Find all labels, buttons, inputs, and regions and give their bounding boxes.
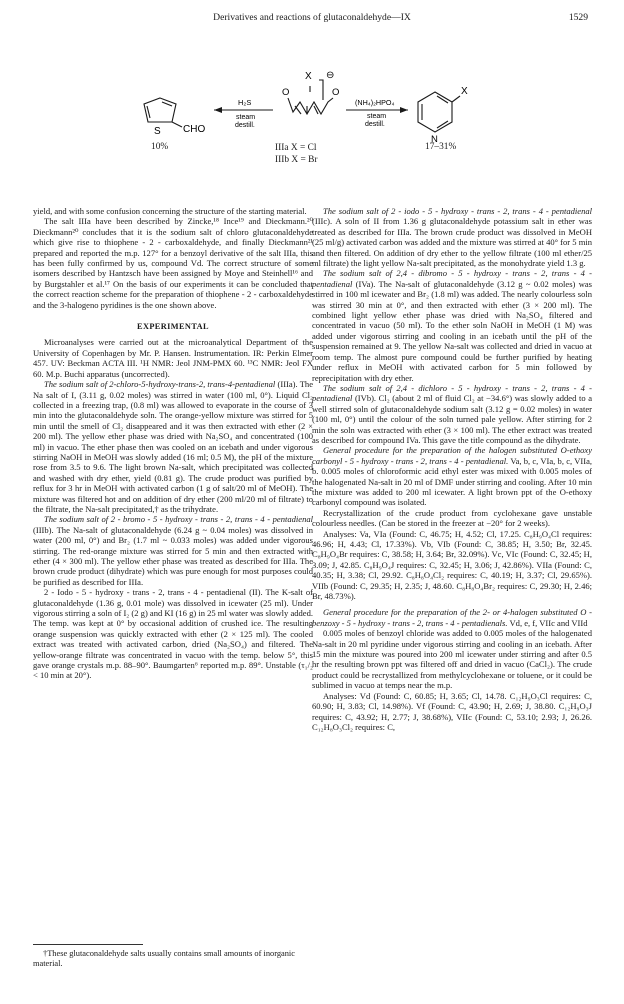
center-x-label: X — [305, 71, 312, 82]
footnote-rule — [33, 944, 143, 945]
right-paragraph-2 — [312, 268, 592, 382]
right-paragraph-8: 0.005 moles of benzoyl chloride was added to 0.005 moles of the halogenated Na-salt in 20 ml pyridine under vigorous stirring and cooling in an icebath. After 15 min the mixture was poured into 200 ml icewater under stirring and after 0.5 hr the resulting brown ppt was filtered off and dried in vacuo (CaCl₂). The crude product could be recrystallized from methylcyclohexane or toluene, or it could be sublimed in vacuo at temps near the m.p. — [312, 628, 592, 691]
step2-cond2: destill. — [365, 121, 385, 128]
right-paragraph-7-title: General procedure for the preparation of the 2- or 4-halogen substituted O - benzoxy - 5 - hydroxy - trans - 2, trans - 4 - pentadienals. — [312, 607, 592, 628]
right-paragraph-4 — [312, 445, 592, 507]
right-paragraph-5: Recrystallization of the crude product from cyclohexane gave unstable colourless needles. (Can be stored in the freezer at −20° for 2 weeks). — [312, 507, 592, 529]
left-paragraph-4-body: (IIIa). The Na salt of I, (3.11 g, 0.02 moles) was stirred in water (100 ml, 0°). Liquid Cl₂ collected in a freezing trap, (0.8 ml) was allowed to evaporate in the course of 3 min into the glutaconaldehyde soln. The orange-yellow mixture was stirred for 5 min until the smell of Cl₂ disappeared and it was then extracted with ether (2 × 200 ml). The yellow ether phase was dried with Na₂SO₄ and concentrated (100 ml) in vacuo. The ether phase then was cooled on an icebath and under vigorous stirring NaOH in MeOH was slowly added (16 ml; 0.5 M), the pH of the mixture rose from 3.5 to 9.6. The light brown Na-salt, which precipitated was collected and washed with dry ether, yield (0.81 g). The crude product was purified by reflux for 3 hr in MeOH with activated carbon (1 g of salt/20 ml of MeOH). The mixture was filtered hot and on addition of dry ether (200 ml/20 ml of filtrate) to the filtrate, the Na-salt precipitated,† as the trihydrate. — [33, 379, 313, 514]
right-paragraph-1-title: The sodium salt of 2 - iodo - 5 - hydroxy - trans - 2, trans - 4 - pentadienal — [323, 206, 592, 216]
right-paragraph-4-title: General procedure for the preparation of the halogen substituted O-ethoxy carbonyl - 5 - hydroxy - trans - 2, trans - 4 - pentadienal. — [312, 445, 592, 466]
step2-reagent: (NH₄)₂HPO₄ — [355, 98, 395, 107]
center-charge: ⊖ — [326, 70, 335, 81]
right-paragraph-3 — [312, 383, 592, 445]
left-paragraph-5 — [33, 514, 313, 587]
left-paragraph-6 — [33, 587, 313, 681]
footnote-text: †These glutaconaldehyde salts usually contains small amounts of inorganic material. — [33, 949, 295, 968]
pyridine-structure — [418, 92, 460, 132]
right-paragraph-4-body: Va, b, c, VIa, b, c, VIIa, b. 0.005 moles of chloroformic acid ethyl ester was mixed with 0.005 moles of the halogenated Na-salt in 20 ml of DMF under stirring and cooling. After 10 min the mixture was added to 200 ml icewater. A light brown ppt of the O-ethoxy carbonyl compound was isolated. — [312, 455, 592, 508]
step2-cond1: steam — [367, 113, 387, 120]
running-title: Derivatives and reactions of glutaconaldehyde—IX — [213, 12, 411, 23]
right-paragraph-7 — [312, 607, 592, 628]
pyridine-x-label: X — [461, 86, 468, 97]
right-paragraph-2-body: (IVa). The Na-salt of glutaconaldehyde (3.12 g ~ 0.02 moles) was stirred in 100 ml icewater and Br₂ (1.8 ml) was added. The nearly colourless soln was stirred 30 min at 0°, and then extracted with ether (3 × 200 ml). The combined light yellow ether phase was dried with Na₂SO₄ filtered and concentrated in vacuo (50 ml). To the ether soln NaOH in MeOH (1 M) was added under vigorous stirring and cooling in an icebath until the pH of the suspension remained at 9. The yellow Na-salt was collected and dried in vacuo at room temp. The almost pure compound could be further purified by heating under reflux in MeOH with activated carbon for 5 min followed by reprecipitation with dry ether. — [312, 278, 592, 383]
left-paragraph-1: yield, and with some confusion concerning the structure of the starting material. — [33, 206, 307, 216]
center-o-right: O — [332, 87, 340, 98]
left-column — [33, 206, 313, 681]
right-paragraph-2-title: The sodium salt of 2,4 - dibromo - 5 - hydroxy - trans - 2, trans - 4 - pentadienal — [312, 268, 592, 289]
step1-cond1: steam — [236, 114, 256, 121]
thiophene-s-atom: S — [154, 126, 161, 137]
left-paragraph-2: The salt IIIa have been described by Zincke,¹⁸ Ince¹⁹ and Dieckmann.²⁰ Dieckmann²⁰ concludes that it is the sodium salt of chloro glutaconaldehyde which give rise to thiophene - 2 - carboxaldehyde, and finally Dieckmann²¹ prepared and reported the m.p. 127° for a benzoyl derivative of the salt IIIa, this has been fully confirmed by us, compound Vd. The correct structure of some isomers described by Hantzsch have been assigned by Moye and Steinhell¹⁶ and by Burgstahler et al.¹⁷ On the basis of our experiments it can be concluded that the correct reaction scheme for the preparation of thiophene - 2 - carboxaldehyde and the 3-halogeno pyridines is the one shown above. — [33, 216, 313, 310]
left-paragraph-3: Microanalyses were carried out at the microanalytical Department of the University of Copenhagen by Mr. P. Hansen. Instrumentation. IR: Perkin Elmer 457. UV: Beckman ACTA III. ¹H NMR: Jeol JNM-PMX 60. ¹³C NMR: Jeol FX 60. M.p. Buchi apparatus (uncorrected). — [33, 337, 313, 379]
left-paragraph-4-title: The sodium salt of 2-chloro-5-hydroxy-trans-2, trans-4-pentadienal — [44, 379, 276, 390]
right-paragraph-1-body: (IIIc). A soln of II from 1.36 g glutaconaldehyde potassium salt in ether was treated as described for IIIa. The brown crude product was dissolved in MeOH (25 ml/g) activated carbon was added and the mixture was stirred at 40° for 5 min and then filtered. On addition of dry ether to the yellow filtrate (100 ml ether/25 ml filtrate) the light yellow Na-salt precipitated, as the monohydrate yield 1.3 g. — [312, 216, 592, 269]
arrow-left-head — [214, 107, 222, 113]
right-paragraph-3-body: (IVb). Cl₂ (about 2 ml of fluid Cl₂ at −34.6°) was slowly added to a well stirred soln of glutaconaldehyde sodium salt (3.12 g = 0.02 moles) in water (100 ml, 0°) until the colour of the soln turned pale yellow. After stirring for 2 min the soln was extracted with ether (3 × 100 ml). The ether extract was treated as described for compound IVa. This gave the title compound as the dihydrate. — [312, 393, 592, 445]
left-paragraph-5-title: The sodium salt of 2 - bromo - 5 - hydroxy - trans - 2, trans - 4 - pentadienal — [44, 514, 313, 525]
central-anion-structure — [288, 80, 333, 114]
center-o-left: O — [282, 87, 290, 98]
reaction-scheme — [0, 34, 624, 204]
thiophene-cho: CHO — [183, 124, 206, 135]
arrow-right-head — [400, 107, 408, 113]
footnote — [33, 944, 313, 969]
step1-cond2: destill. — [235, 122, 255, 129]
left-paragraph-6-body: (II). The K-salt of glutaconaldehyde (1.36 g, 0.01 mole) was dissolved in icewater (25 ml). Under vigorous stirring a soln of I₂ (2 g) and KI (16 g) in 25 ml water was slowly added. The temp. was kept at 0° by occasional addition of crushed ice. The resulting orange suspension was quickly extracted with ether (2 × 125 ml). The cooled extract was treated with activated carbon, dried (Na₂SO₄) and filtered. The yellow-orange filtrate was concentrated in vacuo with the temp. below 5°, this gave orange crystals m.p. 88–90°. Baumgarten⁶ reported m.p. 89°. Unstable (τ₁/₂ < 10 min at 20°). — [33, 587, 313, 681]
right-paragraph-1 — [312, 206, 592, 268]
pyridine-yield: 17–31% — [425, 142, 457, 152]
right-paragraph-9: Analyses: Vd (Found: C, 60.85; H, 3.65; Cl, 14.78. C₁₂H₉O₃Cl requires: C, 60.90; H, 3.83; Cl, 14.98%). Vf (Found: C, 43.90; H, 2.69; J, 38.80. C₁₂H₉O₃J requires: C, 43.92; H, 2.77; J, 38.68%), VIIc (Found: C, 53.10; 2.93; J, 26.26. C₁₂H₈O₃Cl₂ requires: C, — [312, 690, 592, 732]
thiophene-yield: 10% — [151, 142, 169, 152]
right-column — [312, 206, 592, 732]
right-paragraph-7-body: Vd, e, f, VIIc and VIId — [507, 617, 588, 628]
compound-label-b: IIIb X = Br — [275, 155, 318, 165]
running-header — [0, 12, 624, 26]
step1-reagent: H₂S — [238, 98, 252, 107]
reaction-scheme-drawing — [0, 34, 624, 204]
left-paragraph-6-title: 2 - Iodo - 5 - hydroxy - trans - 2, trans - 4 - pentadienal — [44, 587, 247, 598]
section-heading-experimental: EXPERIMENTAL — [137, 322, 209, 332]
pyridine-n-atom: N — [431, 134, 438, 145]
thiophene-structure — [144, 98, 182, 127]
right-paragraph-3-title: The sodium salt of 2,4 - dichloro - 5 - hydroxy - trans - 2, trans - 4 - pentadienal — [312, 382, 592, 404]
page-number: 1529 — [568, 12, 588, 23]
left-paragraph-4 — [33, 379, 313, 514]
right-paragraph-6: Analyses: Va, VIa (Found: C, 46.75; H, 4.52; Cl, 17.25. C₈H₉O₄Cl requires: 46.96; H, 4.43; Cl, 17.33%). Vb, VIb (Found: C, 38.85; H, 3.50; Br, 32.45. C₈H₉O₄Br requires: C, 38.58; H, 3.64; Br, 32.09%). Vc, VIc (Found: C, 32.45; H, 3.09; J, 42.85. C₈H₉O₄J requires: C, 32.45; H, 3.06; J, 42.86%). VIIa (Found: C, 40.35; H, 3.38; Cl, 29.92. C₈H₈O₄Cl₂ requires: C, 40.19; H, 3.37; Cl, 29.65%). VIIb (Found: C, 29.35; H, 2.35; J, 48.60. C₈H₈O₄Br₂ requires: C, 29.30; H, 2.46; Br, 48.73%). — [312, 528, 592, 602]
left-paragraph-5-body: (IIIb). The Na-salt of glutaconaldehyde (6.24 g ~ 0.04 moles) was dissolved in water (200 ml, 0°) and Br₂ (1.7 ml ~ 0.033 moles) was added under vigorous stirring. The red-orange mixture was stirred for 5 min and then extracted with ether (4 × 300 ml). The yellow ether phase was treated as described for IIIa. The brown crude product (dihydrate) which was pure enough for most purposes could be purified as described for IIIa. — [33, 524, 313, 587]
compound-label-a: IIIa X = Cl — [275, 143, 317, 153]
